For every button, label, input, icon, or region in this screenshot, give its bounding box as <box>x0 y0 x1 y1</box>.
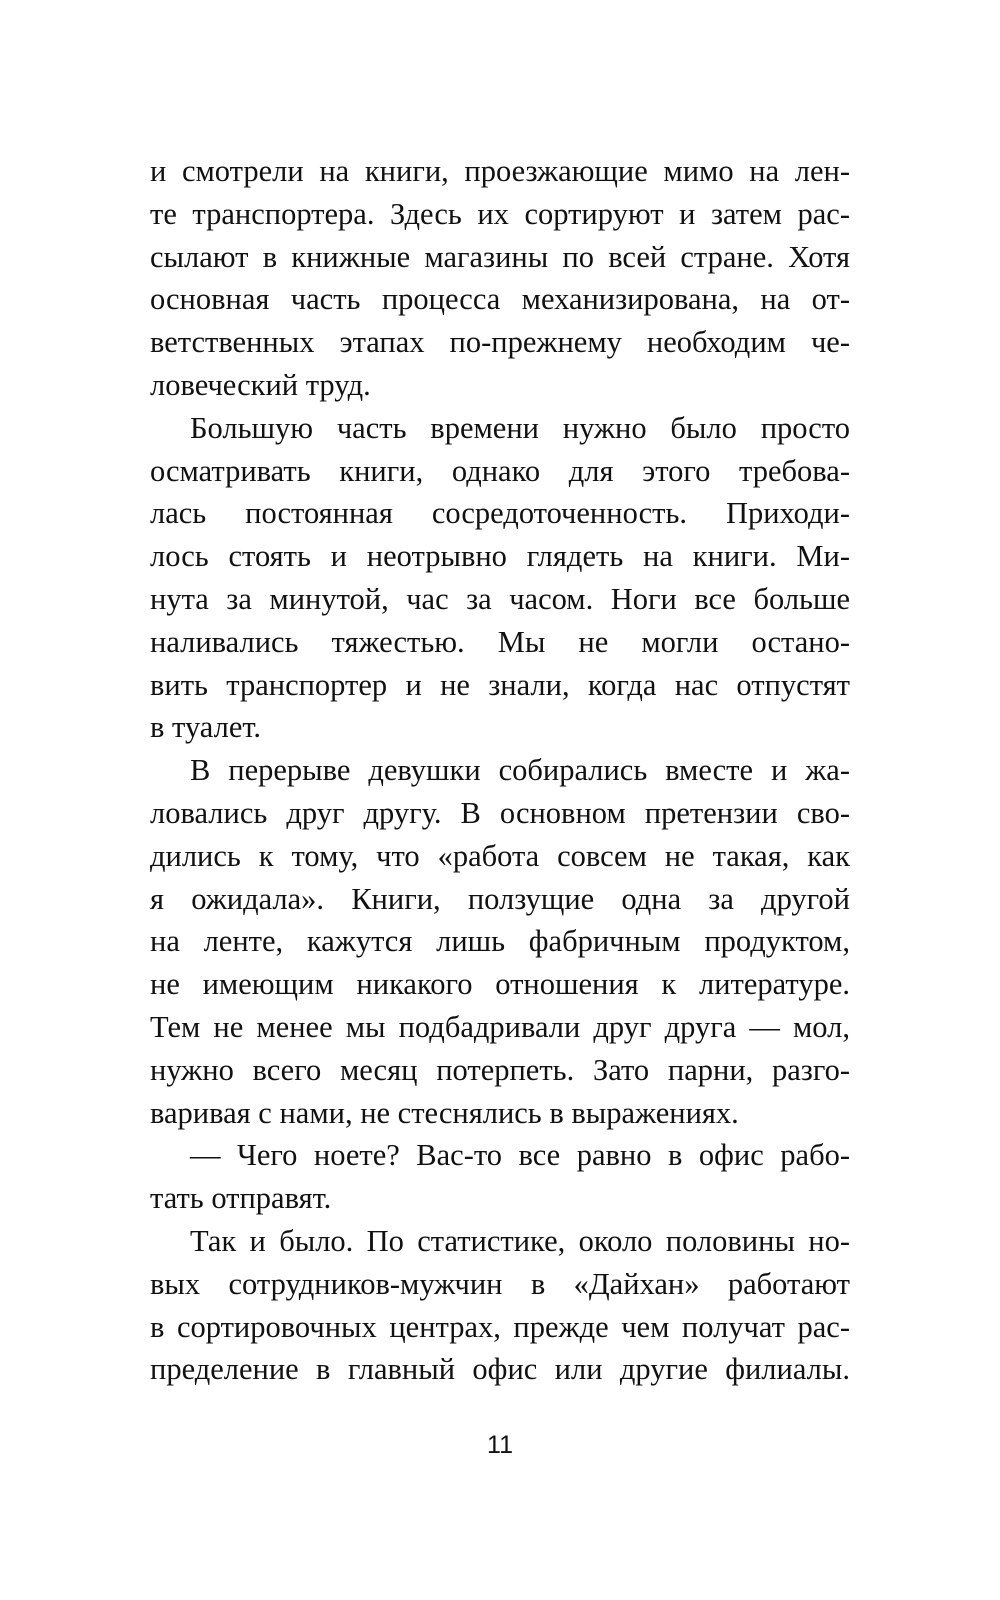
dialogue-paragraph <box>150 1134 850 1220</box>
text-line: я ожидала». Книги, ползущие одна за другой <box>150 881 850 916</box>
text-line: в туалет. <box>150 710 262 745</box>
text-line: нужно всего месяц потерпеть. Зато парни, разго- <box>150 1052 850 1087</box>
text-line: не имеющим никакого отношения к литературе. <box>150 967 850 1002</box>
paragraph <box>150 407 850 749</box>
text-line: осматривать книги, однако для этого требова- <box>150 453 850 488</box>
paragraph <box>150 150 850 407</box>
text-line: пределение в главный офис или другие филиалы. <box>150 1352 850 1387</box>
text-line: и смотрели на книги, проезжающие мимо на лен- <box>150 154 850 188</box>
paragraph <box>150 749 850 1134</box>
text-line: те транспортера. Здесь их сортируют и затем рас- <box>150 196 850 231</box>
text-line: Большую часть времени нужно было просто <box>190 410 850 445</box>
text-line: сылают в книжные магазины по всей стране. Хотя <box>150 239 850 274</box>
page-body <box>150 150 850 1391</box>
text-line: на ленте, кажутся лишь фабричным продуктом, <box>150 924 850 959</box>
text-line: основная часть процесса механизирована, на от- <box>150 282 850 317</box>
text-line: дились к тому, что «работа совсем не такая, как <box>150 838 850 873</box>
text-line: ловеческий труд. <box>150 367 371 402</box>
text-line: ловались друг другу. В основном претензии сво- <box>150 795 850 830</box>
paragraph <box>150 1220 850 1391</box>
text-line: вых сотрудников-мужчин в «Дайхан» работают <box>150 1266 850 1301</box>
text-line: Тем не менее мы подбадривали друг друга — мол, <box>150 1009 850 1044</box>
text-line: Так и было. По статистике, около половины но- <box>190 1223 850 1258</box>
text-line: В перерыве девушки собирались вместе и жа- <box>190 753 850 788</box>
text-line: вить транспортер и не знали, когда нас отпустят <box>150 667 850 702</box>
text-line: тать отправят. <box>150 1181 332 1216</box>
text-line: — Чего ноете? Вас-то все равно в офис рабо- <box>190 1138 850 1173</box>
text-line: нута за минутой, час за часом. Ноги все больше <box>150 581 850 616</box>
text-line: лось стоять и неотрывно глядеть на книги. Ми- <box>150 539 850 574</box>
text-line: лась постоянная сосредоточенность. Приходи- <box>150 496 850 531</box>
page-number: 11 <box>487 1431 513 1459</box>
text-line: наливались тяжестью. Мы не могли остано- <box>150 624 850 659</box>
text-line: ветственных этапах по-прежнему необходим че- <box>150 325 850 360</box>
text-line: в сортировочных центрах, прежде чем получат рас- <box>150 1309 850 1344</box>
text-line: варивая с нами, не стеснялись в выражениях. <box>150 1095 739 1130</box>
